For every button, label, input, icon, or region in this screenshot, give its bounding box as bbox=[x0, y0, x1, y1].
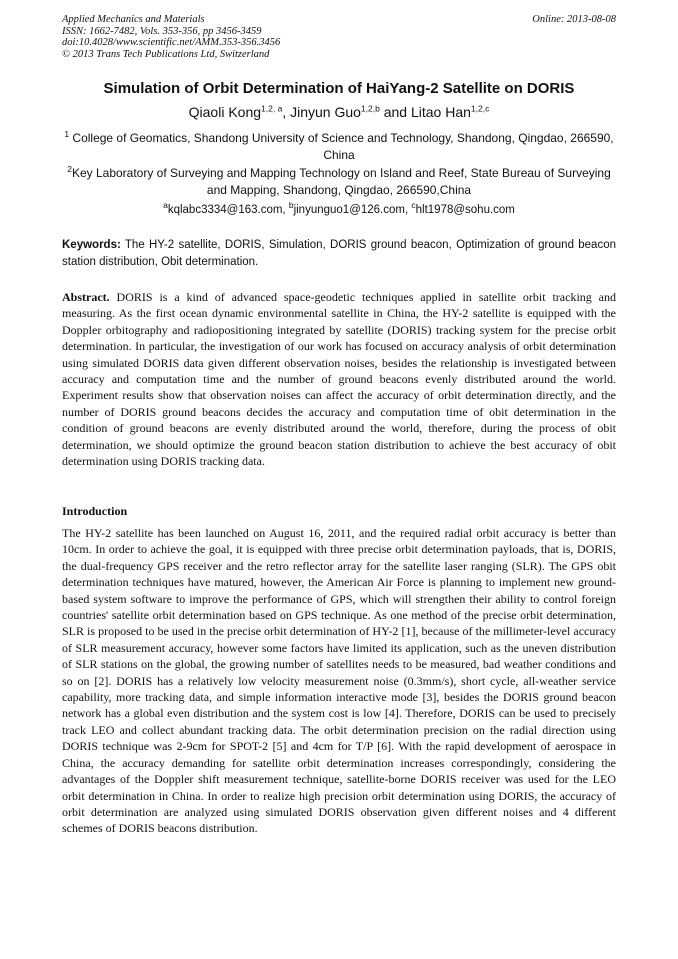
journal-name: Applied Mechanics and Materials bbox=[62, 14, 205, 25]
keywords-text: The HY-2 satellite, DORIS, Simulation, DORIS ground beacon, Optimization of ground beacon station distribution, Obit determination. bbox=[62, 239, 616, 268]
email-marker: a bbox=[163, 200, 168, 211]
author-name: Litao Han bbox=[410, 104, 471, 120]
abstract-paragraph bbox=[62, 289, 616, 469]
affiliation-2 bbox=[62, 165, 616, 199]
keywords-label: Keywords: bbox=[62, 239, 121, 251]
introduction-paragraph: The HY-2 satellite has been launched on August 16, 2011, and the required radial orbit accuracy is better than 10cm. In order to achieve the goal, it is equipped with three precise orbit determination payloads, that is, DORIS, the dual-frequency GPS receiver and the retro reflector array for the satellite laser ranging (SLR). The GPS obit determination techniques have matured, however, the American Air Force is planning to implement new ground-based system software to improve the performance of GPS, which will strengthen their ability to control foreign countries' satellite orbit determination based on GPS technique. As one method of the precise orbit determination, SLR is proposed to be used in the precise orbit determination of HY-2 [1], because of the millimeter-level accuracy of SLR measurement accuracy, however some factors have limited its application, such as the uneven distribution of SLR stations on the global, the growing number of satellites needs to be measured, bad weather conditions and so on [2]. DORIS has a relatively low velocity measurement noise (0.3mm/s), short cycle, all-weather service capability, more tracking data, and simple information interactive mode [3], besides the DORIS ground beacon network has a global even distribution and the system cost is low [4]. Therefore, DORIS can be used to precisely track LEO and collect abundant tracking data. The orbit determination precision on the radial direction using DORIS technique was 2-9cm for SPOT-2 [5] and 4cm for T/P [6]. With the rapid development of aerospace in China, the accuracy demanding for satellite orbit determination increases correspondingly, considering the advantages of the Doppler shift measurement technique, satellite-borne DORIS receiver was used for the LEO orbit determination in China. In order to realize high precision orbit determination using DORIS, the accuracy of orbit determination are analyzed using simulated DORIS observation given different noises and 4 different schemes of DORIS beacons distribution. bbox=[62, 526, 616, 836]
author-name: Jinyun Guo bbox=[290, 104, 361, 120]
affiliation-marker: 2 bbox=[67, 164, 72, 174]
affiliation-marker: 1 bbox=[64, 129, 70, 139]
email-address: kqlabc3334@163.com, bbox=[167, 204, 289, 216]
author-separator: and bbox=[379, 104, 411, 120]
author-affiliation-marker: 1,2, a bbox=[261, 103, 283, 114]
email-line bbox=[62, 202, 616, 218]
copyright-line: © 2013 Trans Tech Publications Ltd, Switzerland bbox=[62, 48, 270, 60]
affiliation-1 bbox=[62, 130, 616, 164]
author-affiliation-marker: 1,2,c bbox=[470, 103, 490, 114]
abstract-label: Abstract. bbox=[62, 290, 110, 304]
author-line bbox=[62, 103, 616, 121]
running-header bbox=[62, 14, 616, 70]
affiliation-text: College of Geomatics, Shandong University of Science and Technology, Shandong, Qingdao, 266590, China bbox=[69, 131, 614, 162]
affiliation-text: Key Laboratory of Surveying and Mapping Technology on Island and Reef, State Bureau of Surveying and Mapping, Shandong, Qingdao, 266590,China bbox=[71, 166, 611, 197]
email-marker: c bbox=[411, 200, 416, 211]
email-address: hlt1978@sohu.com bbox=[415, 204, 515, 216]
journal-info bbox=[62, 14, 280, 60]
issn-line: ISSN: 1662-7482, Vols. 353-356, pp 3456-3459 bbox=[62, 25, 262, 37]
doi-line: doi:10.4028/www.scientific.net/AMM.353-356.3456 bbox=[62, 37, 281, 49]
email-address: jinyunguo1@126.com, bbox=[293, 204, 412, 216]
section-heading-introduction: Introduction bbox=[62, 504, 128, 518]
email-marker: b bbox=[288, 200, 294, 211]
abstract-text: DORIS is a kind of advanced space-geodetic techniques applied in satellite orbit tracking and measuring. As the first ocean dynamic environmental satellite in China, the HY-2 satellite is equipped with the Doppler orbitography and radiopositioning integrated by satellite (DORIS) tracking system for the precise orbit determination. In particular, the investigation of our work has focused on accuracy analysis of orbit determination using simulated DORIS data given different observation noises, besides the relationship is investigated between accuracy and computation time and the number of ground beacons evenly distributed around the world. Experiment results show that observation noises can affect the accuracy of orbit determination directly, and the number of DORIS ground beacons decides the accuracy and computation time of obit determination in the condition of ground beacons are evenly distributed around the world, therefore, during the process of obit determination, we should optimize the ground beacon station distribution to achieve the best accuracy of obit determination using DORIS tracking data. bbox=[62, 290, 616, 469]
keywords-paragraph bbox=[62, 237, 616, 271]
paper-title: Simulation of Orbit Determination of HaiYang-2 Satellite on DORIS bbox=[103, 80, 575, 97]
author-name: Qiaoli Kong bbox=[188, 104, 262, 120]
online-date: Online: 2013-08-08 bbox=[532, 14, 616, 25]
author-affiliation-marker: 1,2,b bbox=[360, 103, 380, 114]
author-separator: , bbox=[282, 104, 291, 120]
